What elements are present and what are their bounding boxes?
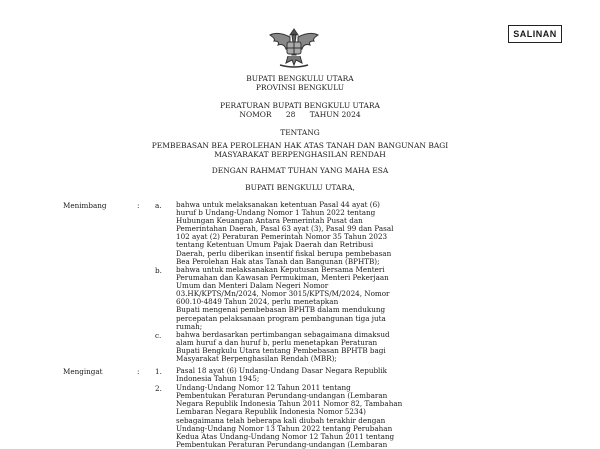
text-line: Pasal 18 ayat (6) Undang-Undang Dasar Negara Republik	[176, 367, 387, 375]
menimbang-marker-b: b.	[155, 266, 162, 275]
menimbang-item-c	[176, 331, 536, 363]
text-line: Bupati Bengkulu Utara tentang Pembebasan BPHTB bagi	[176, 347, 386, 356]
text-line: Undang-Undang Nomor 13 Tahun 2022 tentang Perubahan	[176, 424, 393, 433]
regent-heading: BUPATI BENGKULU UTARA	[246, 74, 354, 83]
text-line: 03.HK/KPTS/Mn/2024, Nomor 3015/KPTS/M/2024, Nomor	[176, 290, 390, 299]
text-line: Daerah, perlu diberikan insentif fiskal berupa pembebasan	[176, 249, 392, 258]
menimbang-item-b	[176, 266, 536, 331]
menimbang-marker-a: a.	[155, 201, 162, 210]
text-line: Lembaran Negara Republik Indonesia Nomor 5234)	[176, 408, 366, 417]
text-line: huruf b Undang-Undang Nomor 1 Tahun 2022 tentang	[176, 209, 376, 218]
text-line: Masyarakat Berpenghasilan Rendah (MBR);	[176, 355, 337, 364]
text-line: sebagaimana telah beberapa kali diubah terakhir dengan	[176, 416, 386, 425]
text-line: Undang-Undang Nomor 12 Tahun 2011 tentang	[176, 384, 351, 393]
text-line: bahwa untuk melaksanakan ketentuan Pasal 44 ayat (6)	[176, 201, 380, 209]
regulation-number: NOMOR 28 TAHUN 2024	[239, 110, 361, 119]
text-line: Kedua Atas Undang-Undang Nomor 12 Tahun 2011 tentang	[176, 432, 395, 441]
text-line: Bea Perolehan Hak atas Tanah dan Bangunan (BPHTB);	[176, 257, 380, 266]
text-line: Perumahan dan Kawasan Permukiman, Menteri Pekerjaan	[176, 274, 389, 283]
text-line: Hubungan Keuangan Antara Pemerintah Pusat dan	[176, 217, 363, 226]
text-line: 102 ayat (2) Peraturan Pemerintah Nomor 35 Tahun 2023	[176, 233, 388, 242]
menimbang-label: Menimbang	[63, 201, 107, 210]
text-line: Indonesia Tahun 1945;	[176, 375, 260, 384]
text-line: Pembentukan Peraturan Perundang-undangan (Lembaran	[176, 440, 388, 449]
subject-line-1: PEMBEBASAN BEA PEROLEHAN HAK ATAS TANAH DAN BANGUNAN BAGI	[151, 141, 449, 150]
salinan-stamp: SALINAN	[508, 25, 562, 43]
menimbang-marker-c: c.	[155, 331, 162, 340]
regulation-title: PERATURAN BUPATI BENGKULU UTARA	[220, 101, 380, 110]
text-line: rumah;	[176, 322, 203, 331]
mengingat-marker-1: 1.	[155, 367, 162, 376]
text-line: tentang Ketentuan Umum Pajak Daerah dan Retribusi	[176, 241, 374, 250]
text-line: percepatan pelaksanaan program pembangunan tiga juta	[176, 314, 386, 323]
mengingat-item-1	[176, 367, 536, 383]
menimbang-item-a	[176, 201, 536, 266]
text-line: 600.10-4849 Tahun 2024, perlu menetapkan	[176, 298, 339, 307]
text-line: Negara Republik Indonesia Tahun 2011 Nomor 82, Tambahan	[176, 400, 403, 409]
garuda-emblem-icon	[268, 25, 320, 69]
text-line: bahwa untuk melaksanakan Keputusan Bersama Menteri	[176, 266, 385, 274]
official-line: BUPATI BENGKULU UTARA,	[245, 183, 355, 192]
menimbang-colon: :	[137, 201, 140, 210]
text-line: Pemerintahan Daerah, Pasal 63 ayat (3), Pasal 99 dan Pasal	[176, 225, 394, 234]
about-heading: TENTANG	[280, 128, 320, 137]
text-line: Umum dan Menteri Dalam Negeri Nomor	[176, 282, 329, 291]
mengingat-marker-2: 2.	[155, 384, 162, 394]
mengingat-label: Mengingat	[63, 367, 103, 376]
text-line: Bupati mengenai pembebasan BPHTB dalam mendukung	[176, 306, 386, 315]
subject-line-2: MASYARAKAT BERPENGHASILAN RENDAH	[214, 150, 386, 159]
blessing-line: DENGAN RAHMAT TUHAN YANG MAHA ESA	[211, 166, 389, 175]
text-line: alam huruf a dan huruf b, perlu menetapkan Peraturan	[176, 339, 378, 348]
province-heading: PROVINSI BENGKULU	[255, 83, 345, 92]
mengingat-colon: :	[137, 367, 140, 376]
text-line: Pembentukan Peraturan Perundang-undangan (Lembaran	[176, 392, 388, 401]
text-line: bahwa berdasarkan pertimbangan sebagaimana dimaksud	[176, 331, 390, 339]
mengingat-item-2	[176, 384, 536, 449]
